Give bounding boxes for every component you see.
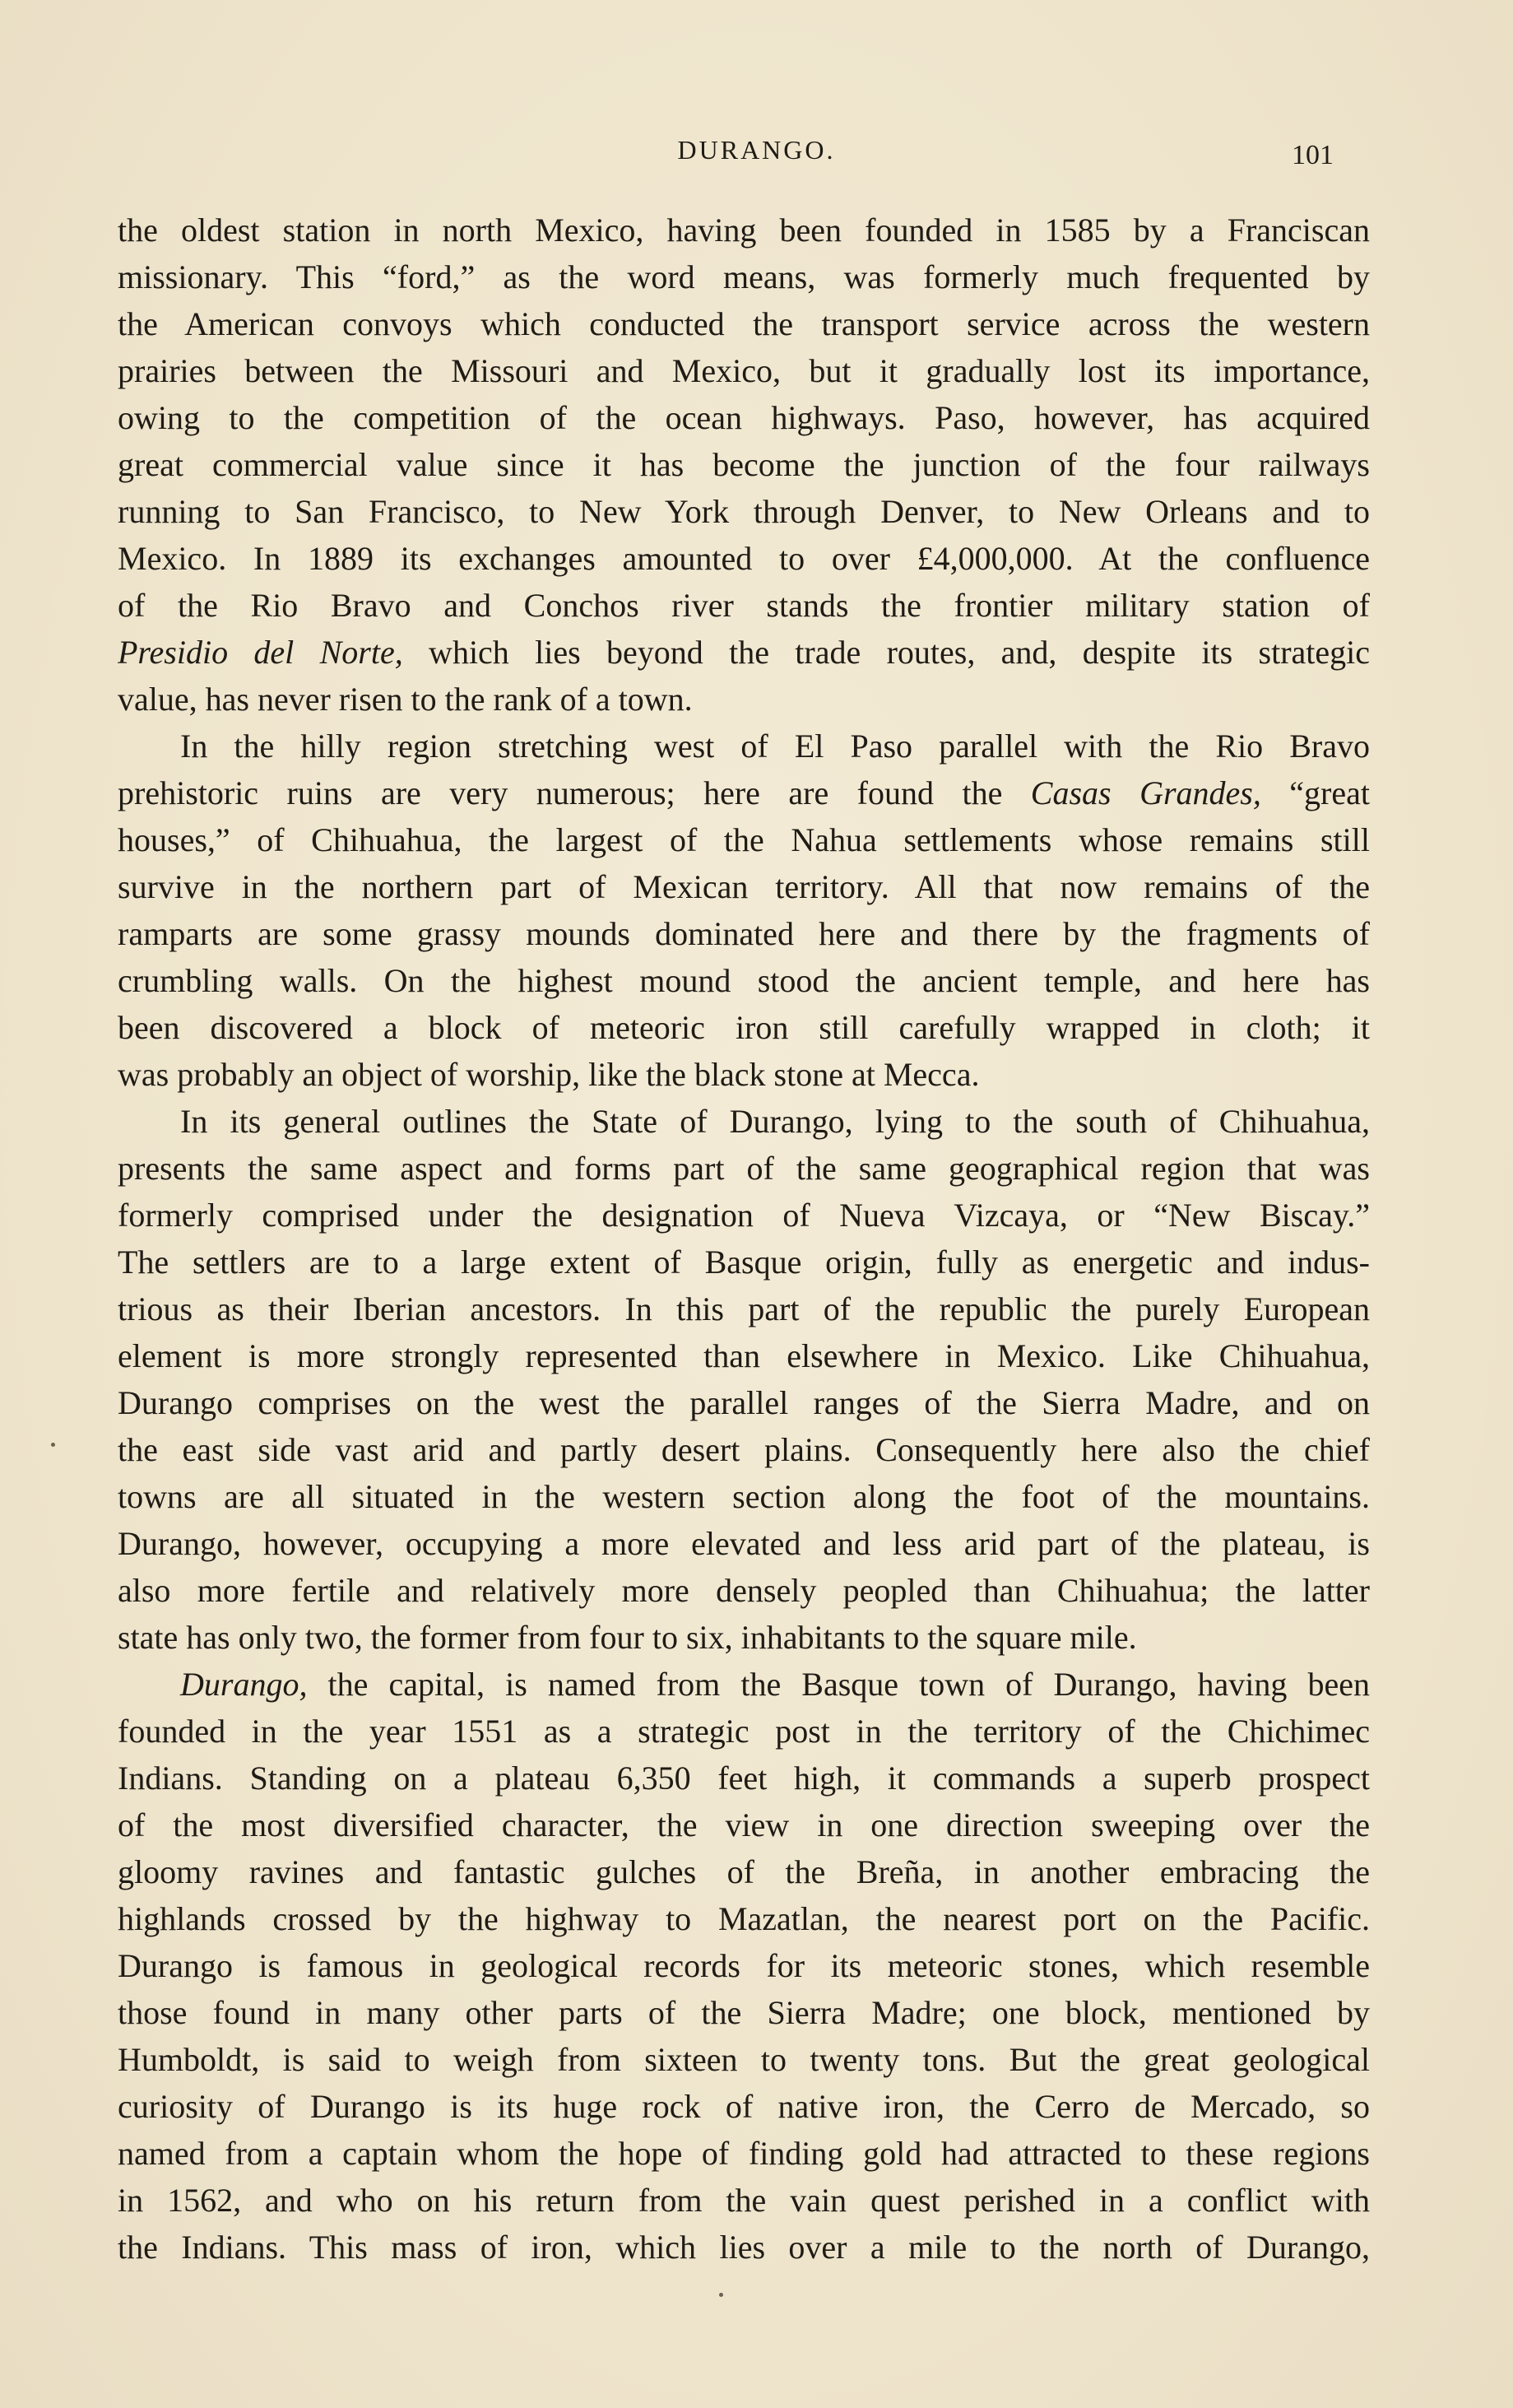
- text-line: the Indians. This mass of iron, which lies over a mile to the north of Durango,: [118, 2229, 1370, 2266]
- paragraph-start: Durango, the capital, is named from the Basque town of Durango, having been: [180, 1666, 1370, 1703]
- italic-place-name: Durango,: [180, 1666, 308, 1703]
- italic-place-name: Presidio del Norte,: [118, 634, 403, 671]
- italic-place-name: Casas Grandes,: [1030, 774, 1261, 811]
- running-head: DURANGO.: [677, 135, 836, 165]
- text-line: was probably an object of worship, like the black stone at Mecca.: [118, 1056, 980, 1093]
- text-line: of the Rio Bravo and Conchos river stands the frontier military station of: [118, 587, 1370, 624]
- text-line: gloomy ravines and fantastic gulches of the Breña, in another embracing the: [118, 1853, 1370, 1890]
- text-line: those found in many other parts of the Sierra Madre; one block, mentioned by: [118, 1994, 1370, 2031]
- text-line: ramparts are some grassy mounds dominated here and there by the fragments of: [118, 915, 1370, 952]
- text-line: highlands crossed by the highway to Mazatlan, the nearest port on the Pacific.: [118, 1900, 1370, 1937]
- text-line: trious as their Iberian ancestors. In this part of the republic the purely European: [118, 1290, 1370, 1327]
- text-line: towns are all situated in the western section along the foot of the mountains.: [118, 1478, 1370, 1515]
- paragraph-start: In its general outlines the State of Durango, lying to the south of Chihuahua,: [180, 1103, 1370, 1140]
- paragraph-start: In the hilly region stretching west of El Paso parallel with the Rio Bravo: [180, 728, 1370, 765]
- text-line: prairies between the Missouri and Mexico, but it gradually lost its importance,: [118, 352, 1370, 389]
- text-line: Humboldt, is said to weigh from sixteen to twenty tons. But the great geological: [118, 2041, 1370, 2078]
- text-line: founded in the year 1551 as a strategic post in the territory of the Chichimec: [118, 1713, 1370, 1750]
- text-line: named from a captain whom the hope of finding gold had attracted to these regions: [118, 2135, 1370, 2172]
- text-line: crumbling walls. On the highest mound stood the ancient temple, and here has: [118, 962, 1370, 999]
- text-line: owing to the competition of the ocean highways. Paso, however, has acquired: [118, 399, 1370, 436]
- text-line: The settlers are to a large extent of Basque origin, fully as energetic and indus-: [118, 1244, 1370, 1281]
- text-line: presents the same aspect and forms part of the same geographical region that was: [118, 1150, 1370, 1187]
- text-line: great commercial value since it has become the junction of the four railways: [118, 446, 1370, 483]
- text-line: Durango comprises on the west the parallel ranges of the Sierra Madre, and on: [118, 1384, 1370, 1421]
- body-text: [118, 207, 1370, 2271]
- text-line: running to San Francisco, to New York through Denver, to New Orleans and to: [118, 493, 1370, 530]
- text-line: been discovered a block of meteoric iron still carefully wrapped in cloth; it: [118, 1009, 1370, 1046]
- text-line: the east side vast arid and partly desert plains. Consequently here also the chief: [118, 1431, 1370, 1468]
- text-line: prehistoric ruins are very numerous; here are found the Casas Grandes, “great: [118, 774, 1370, 811]
- text-line: Indians. Standing on a plateau 6,350 feet high, it commands a superb prospect: [118, 1760, 1370, 1797]
- text-line: houses,” of Chihuahua, the largest of the Nahua settlements whose remains still: [118, 821, 1370, 858]
- text-line: the oldest station in north Mexico, having been founded in 1585 by a Franciscan: [118, 212, 1370, 249]
- text-line: formerly comprised under the designation of Nueva Vizcaya, or “New Biscay.”: [118, 1197, 1370, 1234]
- paper-speck: [719, 2293, 723, 2297]
- text-line: survive in the northern part of Mexican territory. All that now remains of the: [118, 868, 1370, 905]
- text-line: the American convoys which conducted the transport service across the western: [118, 305, 1370, 342]
- text-line: Presidio del Norte, which lies beyond the trade routes, and, despite its strategic: [118, 634, 1370, 671]
- text-line: Mexico. In 1889 its exchanges amounted to over £4,000,000. At the confluence: [118, 540, 1370, 577]
- paper-speck: [51, 1443, 55, 1447]
- text-line: Durango, however, occupying a more elevated and less arid part of the plateau, is: [118, 1525, 1370, 1562]
- text-line: in 1562, and who on his return from the vain quest perished in a conflict with: [118, 2182, 1370, 2219]
- text-line: element is more strongly represented than elsewhere in Mexico. Like Chihuahua,: [118, 1337, 1370, 1374]
- text-line: value, has never risen to the rank of a town.: [118, 681, 693, 718]
- text-line: curiosity of Durango is its huge rock of native iron, the Cerro de Mercado, so: [118, 2088, 1370, 2125]
- text-line: Durango is famous in geological records for its meteoric stones, which resemble: [118, 1947, 1370, 1984]
- text-line: also more fertile and relatively more densely peopled than Chihuahua; the latter: [118, 1572, 1370, 1609]
- page-number: 101: [1292, 140, 1334, 170]
- text-line: state has only two, the former from four to six, inhabitants to the square mile.: [118, 1619, 1137, 1656]
- text-line: missionary. This “ford,” as the word means, was formerly much frequented by: [118, 258, 1370, 295]
- text-line: of the most diversified character, the view in one direction sweeping over the: [118, 1806, 1370, 1843]
